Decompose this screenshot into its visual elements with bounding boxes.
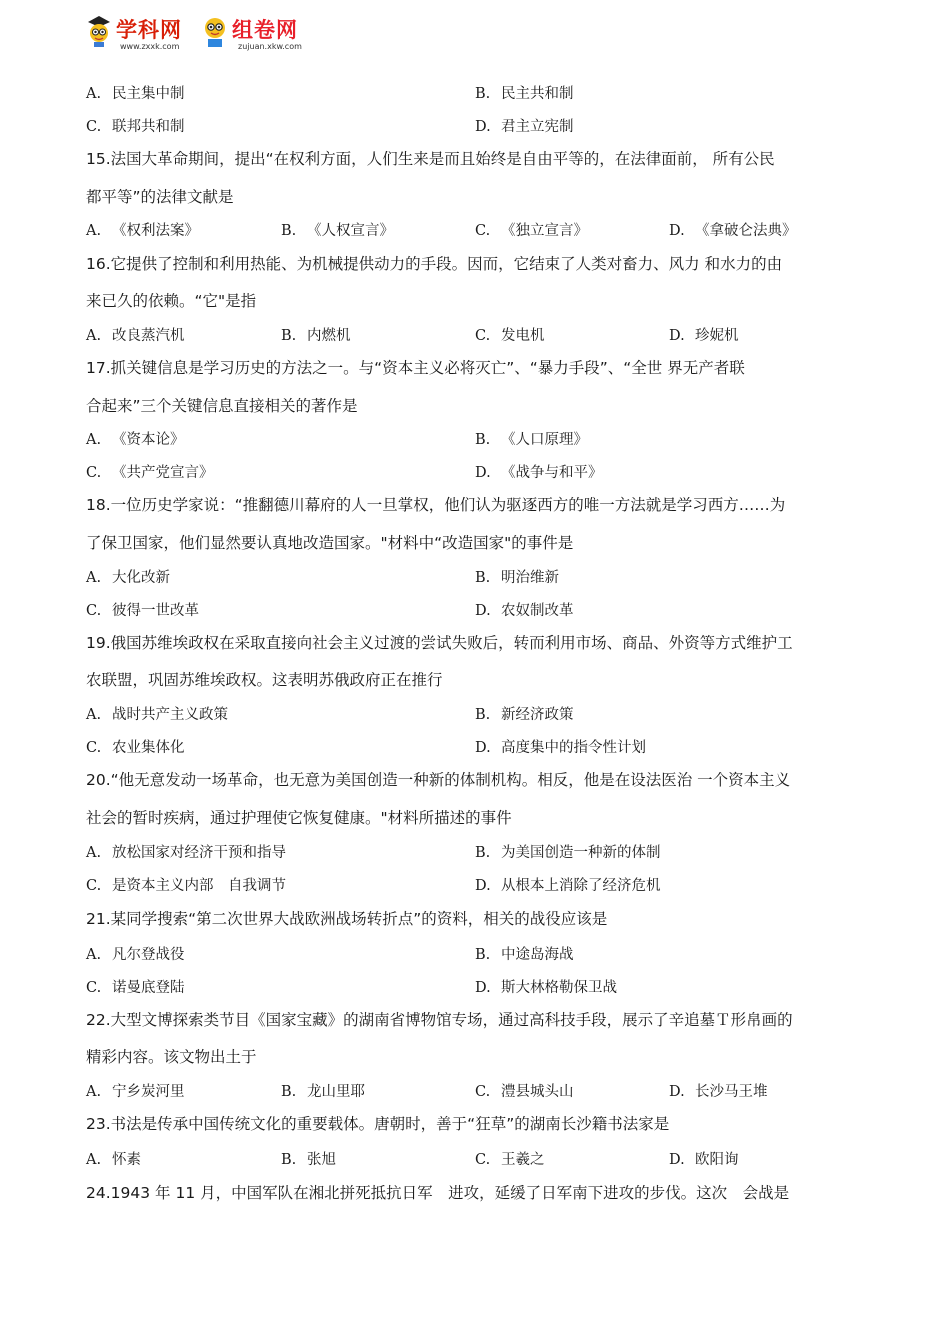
q23-option-d: D. 欧阳询 [669, 1152, 739, 1168]
q23-option-a: A. 怀素 [86, 1152, 141, 1168]
q22-option-d: D. 长沙马王堆 [669, 1084, 768, 1100]
q15-option-a: A. 《权利法案》 [86, 223, 199, 239]
q22-stem-line2: 精彩内容。该文物出土于 [86, 1048, 257, 1066]
logo1-url: www.zxxk.com [120, 42, 180, 51]
q15-stem-line2: 都平等”的法律文献是 [86, 188, 234, 206]
q15-option-d: D. 《拿破仑法典》 [669, 223, 797, 239]
q19-option-b: B. 新经济政策 [475, 707, 574, 723]
q20-stem-line1: 20.“他无意发动一场革命，也无意为美国创造一种新的体制机构。相反，他是在设法医治 一个资本主义 [86, 771, 791, 789]
q18-option-d: D. 农奴制改革 [475, 603, 574, 619]
q21-option-b: B. 中途岛海战 [475, 947, 574, 963]
q18-stem-line2: 了保卫国家，他们显然要认真地改造国家。"材料中“改造国家"的事件是 [86, 534, 574, 552]
q17-stem-line1: 17.抓关键信息是学习历史的方法之一。与“资本主义必将灭亡”、“暴力手段”、“全世 界无产者联 [86, 359, 745, 377]
q16-option-b: B. 内燃机 [281, 328, 351, 344]
q20-option-d: D. 从根本上消除了经济危机 [475, 878, 661, 894]
q16-option-d: D. 珍妮机 [669, 328, 739, 344]
q15-option-b: B. 《人权宣言》 [281, 223, 394, 239]
q18-stem-line1: 18.一位历史学家说：“推翻德川幕府的人一旦掌权，他们认为驱逐西方的唯一方法就是学习西方……为 [86, 496, 786, 514]
q18-option-c: C. 彼得一世改革 [86, 603, 199, 619]
q17-option-c: C. 《共产党宣言》 [86, 465, 214, 481]
q19-option-c: C. 农业集体化 [86, 740, 185, 756]
q16-stem-line1: 16.它提供了控制和利用热能、为机械提供动力的手段。因而，它结束了人类对畜力、风力 和水力的由 [86, 255, 783, 273]
q20-stem-line2: 社会的暂时疾病，通过护理使它恢复健康。"材料所描述的事件 [86, 809, 512, 827]
q22-stem-line1: 22.大型文博探索类节目《国家宝藏》的湖南省博物馆专场，通过高科技手段，展示了辛追墓Ｔ形帛画的 [86, 1011, 793, 1029]
q21-option-a: A. 凡尔登战役 [86, 947, 185, 963]
q15-option-c: C. 《独立宣言》 [475, 223, 588, 239]
q23-option-b: B. 张旭 [281, 1152, 336, 1168]
q18-option-b: B. 明治维新 [475, 570, 559, 586]
q20-option-b: B. 为美国创造一种新的体制 [475, 845, 661, 861]
q17-option-a: A. 《资本论》 [86, 432, 185, 448]
q21-option-d: D. 斯大林格勒保卫战 [475, 980, 617, 996]
q15-stem-line1: 15.法国大革命期间，提出“在权利方面，人们生来是而且始终是自由平等的，在法律面前， 所有公民 [86, 150, 775, 168]
q21-stem-line1: 21.某同学搜索“第二次世界大战欧洲战场转折点”的资料，相关的战役应该是 [86, 910, 608, 928]
q23-stem-line1: 23.书法是传承中国传统文化的重要载体。唐朝时，善于“狂草”的湖南长沙籍书法家是 [86, 1115, 670, 1133]
mascot-icon [202, 14, 228, 48]
q14-option-d: D. 君主立宪制 [475, 119, 574, 135]
q14-option-a: A. 民主集中制 [86, 86, 185, 102]
q20-option-c: C. 是资本主义内部 自我调节 [86, 878, 286, 894]
q22-option-c: C. 澧县城头山 [475, 1084, 574, 1100]
q16-option-c: C. 发电机 [475, 328, 545, 344]
q19-stem-line1: 19.俄国苏维埃政权在采取直接向社会主义过渡的尝试失败后，转而利用市场、商品、外资等方式维护工 [86, 634, 793, 652]
q18-option-a: A. 大化改新 [86, 570, 170, 586]
zxxk-logo[interactable] [86, 12, 196, 56]
zujuan-logo[interactable] [202, 12, 322, 56]
q17-option-b: B. 《人口原理》 [475, 432, 588, 448]
q19-stem-line2: 农联盟，巩固苏维埃政权。这表明苏俄政府正在推行 [86, 671, 443, 689]
q20-option-a: A. 放松国家对经济干预和指导 [86, 845, 286, 861]
q14-option-b: B. 民主共和制 [475, 86, 574, 102]
q19-option-a: A. 战时共产主义政策 [86, 707, 228, 723]
q16-option-a: A. 改良蒸汽机 [86, 328, 185, 344]
mascot-icon [86, 14, 112, 48]
logo2-text: 组卷网 [232, 18, 298, 42]
q24-stem-line1: 24.1943 年 11 月，中国军队在湘北拼死抵抗日军 进攻，延缓了日军南下进攻的步伐。这次 会战是 [86, 1184, 790, 1202]
q22-option-a: A. 宁乡炭河里 [86, 1084, 185, 1100]
q17-option-d: D. 《战争与和平》 [475, 465, 603, 481]
q17-stem-line2: 合起来”三个关键信息直接相关的著作是 [86, 397, 358, 415]
q16-stem-line2: 来已久的依赖。“它"是指 [86, 292, 257, 310]
logo1-text: 学科网 [116, 18, 182, 42]
q21-option-c: C. 诺曼底登陆 [86, 980, 185, 996]
q14-option-c: C. 联邦共和制 [86, 119, 185, 135]
q22-option-b: B. 龙山里耶 [281, 1084, 365, 1100]
q23-option-c: C. 王羲之 [475, 1152, 545, 1168]
q19-option-d: D. 高度集中的指令性计划 [475, 740, 646, 756]
logo2-url: zujuan.xkw.com [238, 42, 302, 51]
page-header [86, 12, 326, 56]
